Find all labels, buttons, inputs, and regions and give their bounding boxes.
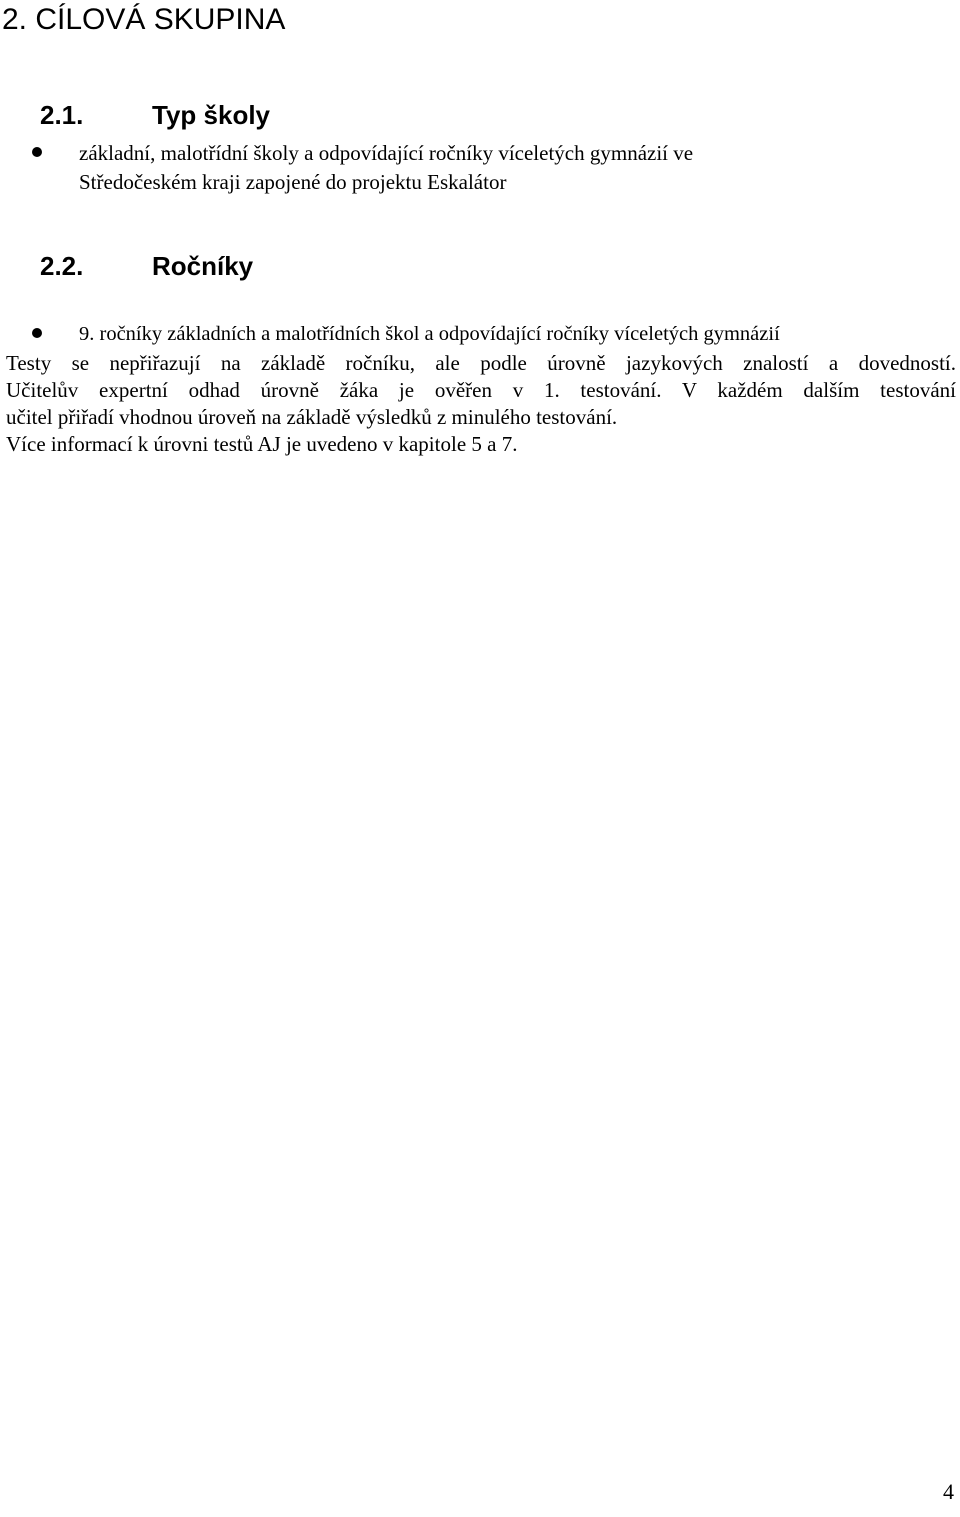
bullet-text: 9. ročníky základních a malotřídních škol a odpovídající ročníky víceletých gymnázií [79,323,780,345]
subsection-number: 2.2. [40,251,84,281]
bullet-dot-icon [32,328,42,338]
subsection-title: Typ školy [152,100,271,130]
section-heading: 2. CÍLOVÁ SKUPINA [2,3,286,36]
page-number: 4 [943,1479,954,1504]
subsection-number: 2.1. [40,100,84,130]
subsection-heading-rocniky [40,250,253,282]
paragraph-line: Více informací k úrovni testů AJ je uvedeno v kapitole 5 a 7. [6,432,518,456]
bullet-item-rocniky [79,320,780,349]
paragraph-line: učitel přiřadí vhodnou úroveň na základě výsledků z minulého testování. [6,405,618,429]
bullet-item-typ-skoly [79,139,879,197]
subsection-heading-typ-skoly [40,99,270,131]
paragraph-line: Učitelův expertní odhad úrovně žáka je ověřen v 1. testování. V každém dalším testování [6,378,956,402]
bullet-dot-icon [32,147,42,157]
paragraph-line: Testy se nepřiřazují na základě ročníku, ale podle úrovně jazykových znalostí a dovedností. [6,351,956,375]
bullet-line: Středočeském kraji zapojené do projektu Eskalátor [79,170,507,194]
subsection-title: Ročníky [152,251,254,281]
bullet-line: základní, malotřídní školy a odpovídající ročníky víceletých gymnázií ve [79,141,694,165]
body-paragraph [6,350,956,458]
